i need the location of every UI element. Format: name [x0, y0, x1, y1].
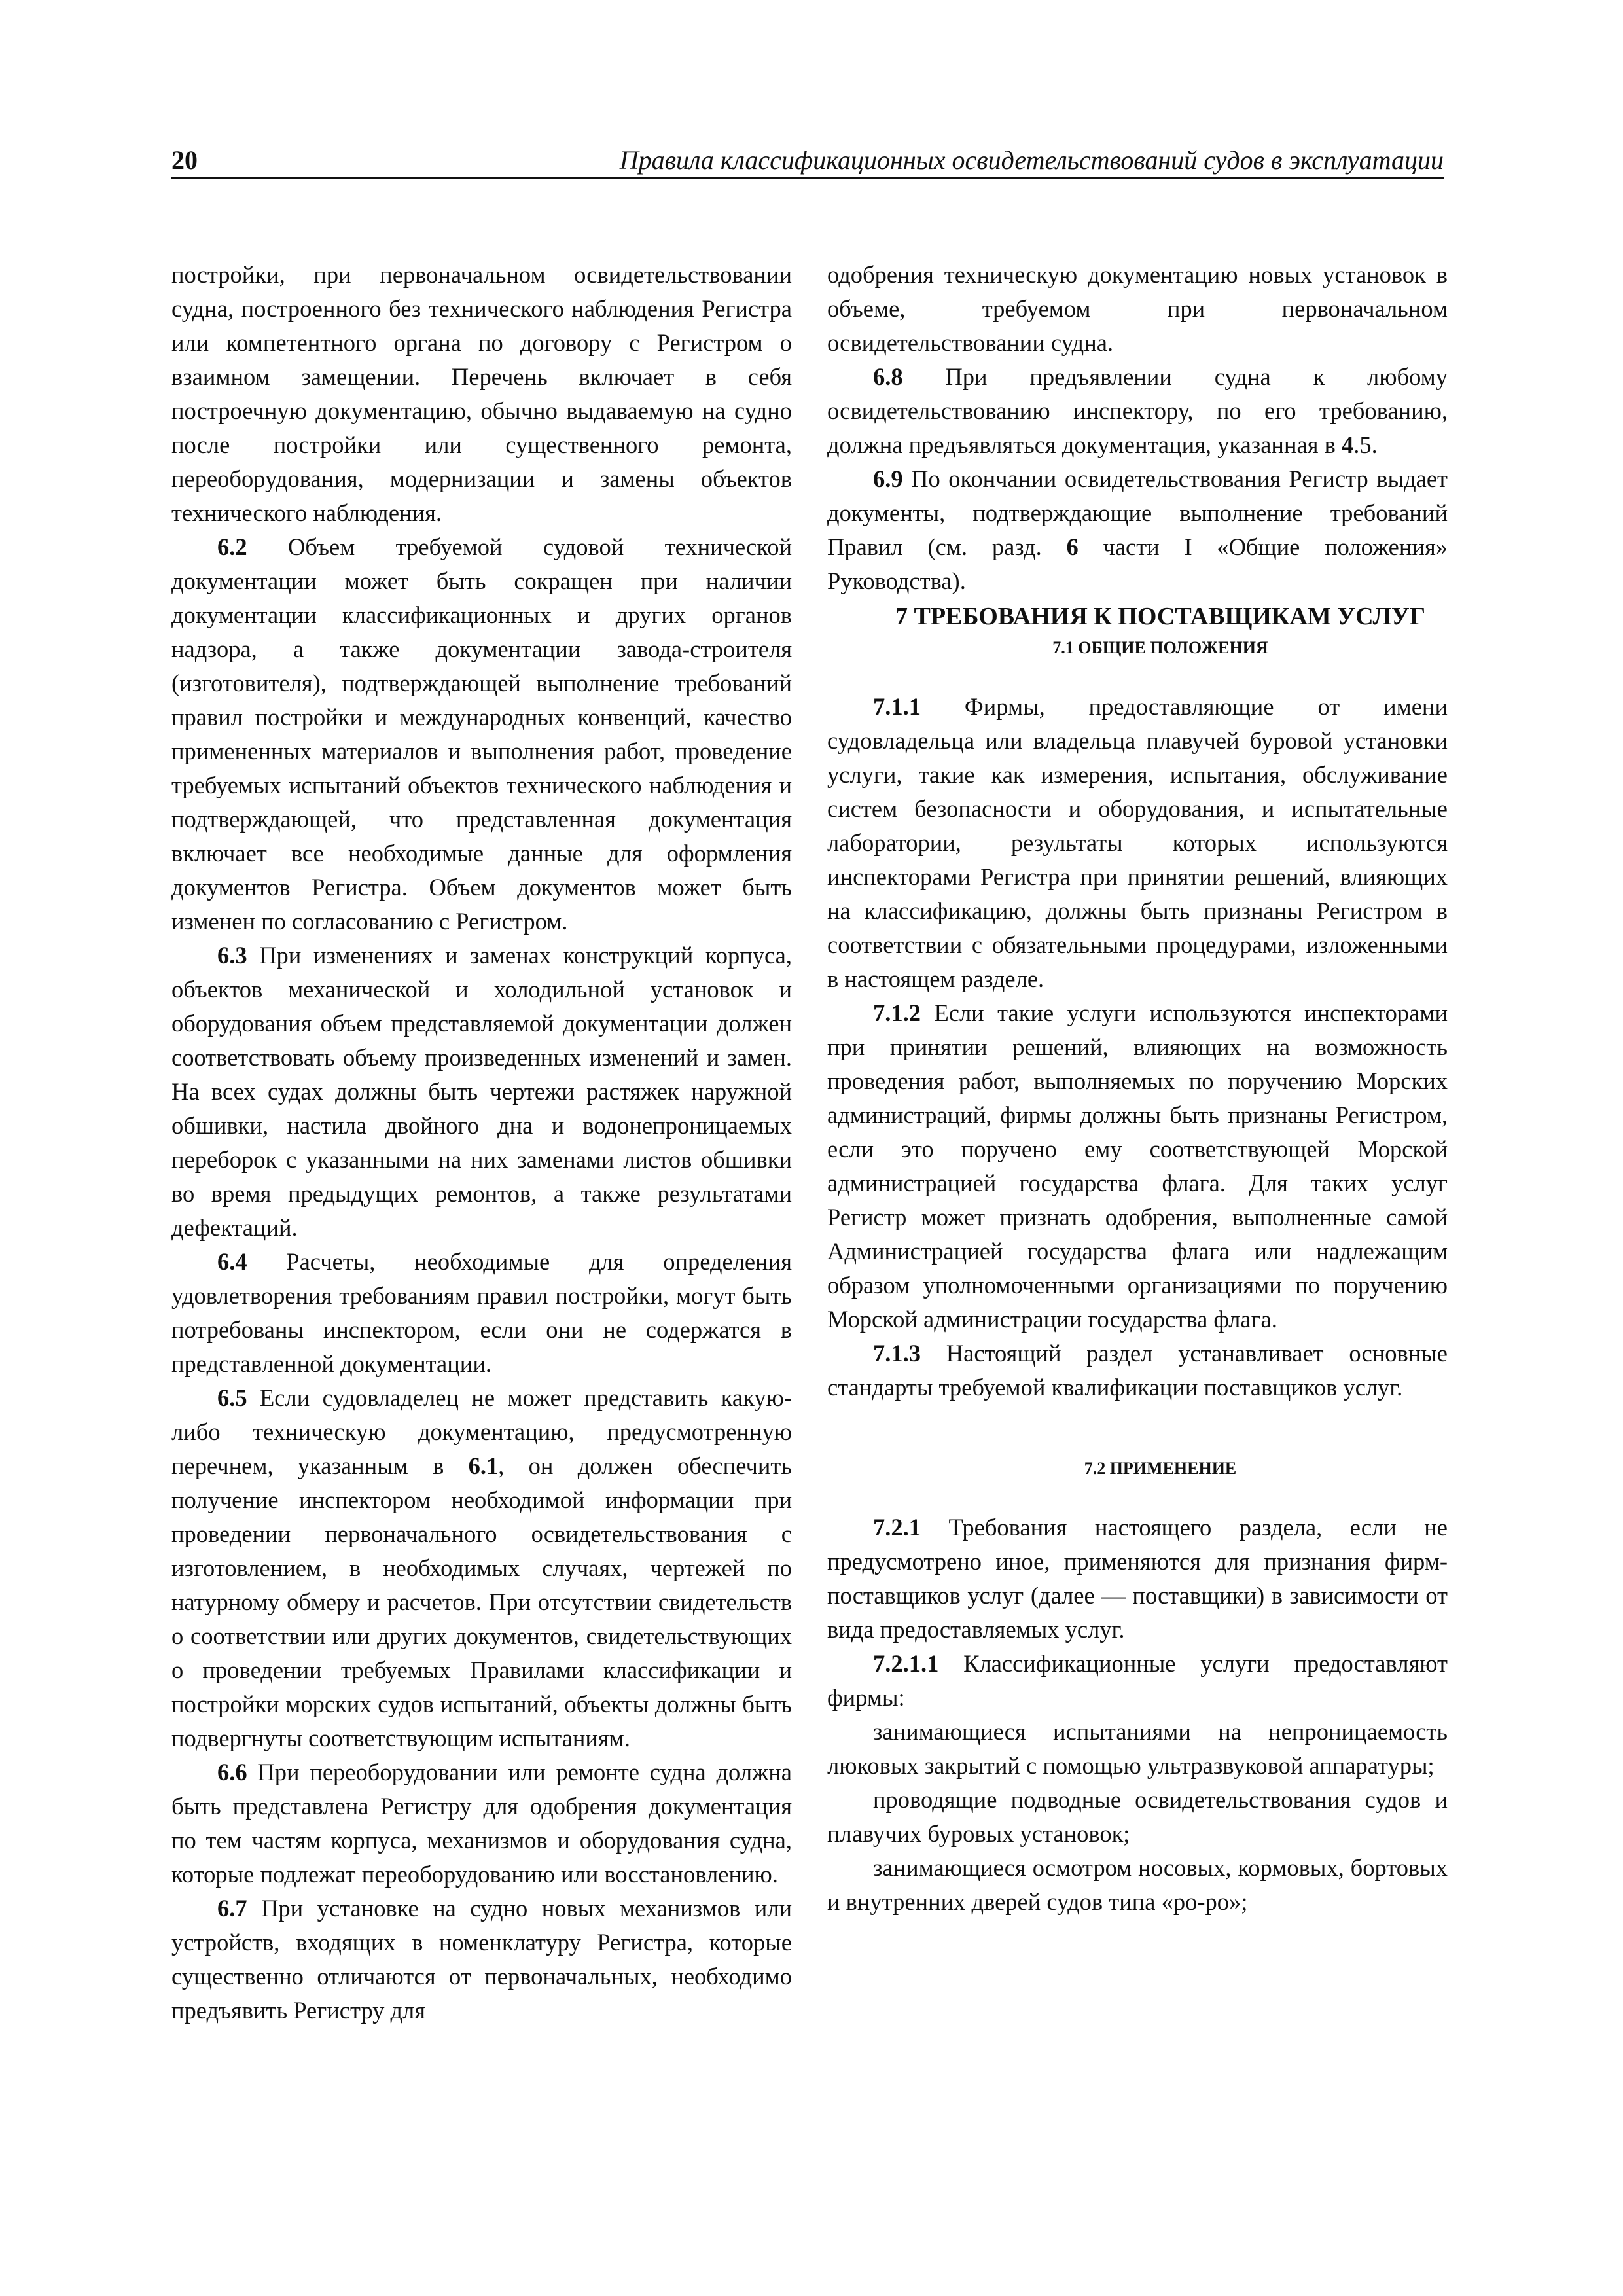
clause-text: При предъявлении судна к любому освидетельствованию инспектору, по его требованию, должна предъявляться документация, указанная в — [827, 363, 1448, 458]
subsection-7-2-heading: 7.2 ПРИМЕНЕНИЕ — [1084, 1459, 1237, 1478]
list-item: занимающиеся осмотром носовых, кормовых, бортовых и внутренних дверей судов типа «ро-ро»; — [827, 1854, 1448, 1915]
clause-text: При изменениях и заменах конструкций корпуса, объектов механической и холодильной установок и оборудования объем представляемой документации должен соответствовать объему произведенных изменений и замен. На всех судах должны быть чертежи растяжек наружной обшивки, настила двойного дна и водонепроницаемых переборок с указанными на них заменами листов обшивки во время предыдущих ремонтов, а также результатами дефектаций. — [171, 942, 792, 1241]
clause-number: 7.2.1.1 — [873, 1650, 939, 1677]
clause-reference: 6.1 — [468, 1452, 499, 1479]
paragraph-6-8 — [827, 360, 1448, 462]
paragraph-7-1-2 — [827, 996, 1448, 1336]
paragraph-continuation: постройки, при первоначальном освидетельствовании судна, построенного без технического наблюдения Регистра или компетентного органа по договору с Регистром о взаимном замещении. Перечень включает в себя построечную документацию, обычно выдаваемую на судно после постройки или существенного ремонта, переоборудования, модернизации и замены объектов технического наблюдения. — [171, 261, 792, 526]
clause-number: 7.1.2 — [873, 999, 921, 1026]
clause-text: При переоборудовании или ремонте судна должна быть представлена Регистру для одобрения документация по тем частям корпуса, механизмов и оборудования судна, которые подлежат переоборудованию или восстановлению. — [171, 1759, 792, 1888]
clause-number: 7.1.1 — [873, 693, 921, 720]
clause-text: Если такие услуги используются инспекторами при принятии решений, влияющих на возможность проведения работ, выполняемых по поручению Морских администраций, фирмы должны быть признаны Регистром, если это поручено ему соответствующей Морской администрацией государства флага. Для таких услуг Регистр может признать одобрения, выполненные самой Администрацией государства флага или надлежащим образом уполномоченными организациями по поручению Морской администрации государства флага. — [827, 999, 1448, 1333]
clause-text: При установке на судно новых механизмов или устройств, входящих в номенклатуру Регистра, которые существенно отличаются от первоначальных, необходимо предъявить Регистру для — [171, 1895, 792, 2024]
paragraph-7-2-1 — [827, 1511, 1448, 1647]
paragraph-7-1-1 — [827, 690, 1448, 996]
clause-text: части I «Общие положения» Руководства). — [827, 533, 1448, 594]
clause-text: Фирмы, предоставляющие от имени судовладельца или владельца плавучей буровой установки услуги, такие как измерения, испытания, обслуживание систем безопасности и оборудования, и испытательные лаборатории, результаты которых используются инспекторами Регистра при принятии решений, влияющих на классификацию, должны быть признаны Регистром в соответствии с обязательными процедурами, изложенными в настоящем разделе. — [827, 693, 1448, 992]
paragraph-continuation: одобрения техническую документацию новых установок в объеме, требуемом при первоначальном освидетельствовании судна. — [827, 261, 1448, 356]
clause-number: 6.4 — [217, 1248, 247, 1275]
clause-text: Объем требуемой судовой технической документации может быть сокращен при наличии документации классификационных и других органов надзора, а также документации завода-строителя (изготовителя), подтверждающей выполнение требований правил постройки и международных конвенций, качество примененных материалов и выполнения работ, проведение требуемых испытаний объектов технического наблюдения и подтверждающей, что представленная документация включает все необходимые данные для оформления документов Регистра. Объем документов может быть изменен по согласованию с Регистром. — [171, 533, 792, 935]
list-item: занимающиеся испытаниями на непроницаемость люковых закрытий с помощью ультразвуковой аппаратуры; — [827, 1718, 1448, 1779]
paragraph-6-4 — [171, 1245, 792, 1381]
clause-text: Расчеты, необходимые для определения удовлетворения требованиям правил постройки, могут быть потребованы инспектором, если они не содержатся в представленной документации. — [171, 1248, 792, 1377]
clause-number: 6.6 — [217, 1759, 247, 1785]
paragraph-6-9 — [827, 462, 1448, 598]
running-title: Правила классификационных освидетельствований судов в эксплуатации — [619, 145, 1444, 175]
right-column — [827, 258, 1448, 1919]
clause-number: 6.3 — [217, 942, 247, 969]
clause-reference: 6 — [1066, 533, 1079, 560]
clause-text: Если судовладелец не может представить какую-либо техническую документацию, предусмотренную перечнем, указанным в — [171, 1384, 792, 1479]
paragraph-6-2 — [171, 530, 792, 939]
clause-text: Классификационные услуги предоставляют фирмы: — [827, 1650, 1448, 1711]
clause-text: Настоящий раздел устанавливает основные стандарты требуемой квалификации поставщиков услуг. — [827, 1340, 1448, 1401]
paragraph-6-3 — [171, 939, 792, 1245]
clause-text: .5. — [1353, 431, 1378, 458]
page-header — [171, 143, 1444, 179]
paragraph-7-2-1-1 — [827, 1647, 1448, 1715]
header-rule — [171, 177, 1444, 179]
clause-number: 6.9 — [873, 465, 903, 492]
clause-number: 7.2.1 — [873, 1514, 921, 1541]
clause-number: 7.1.3 — [873, 1340, 921, 1367]
left-column — [171, 258, 792, 2028]
clause-reference: 4 — [1341, 431, 1354, 458]
page-number: 20 — [171, 145, 198, 175]
clause-number: 6.7 — [217, 1895, 247, 1922]
paragraph-7-1-3 — [827, 1336, 1448, 1405]
section-7-heading: 7 ТРЕБОВАНИЯ К ПОСТАВЩИКАМ УСЛУГ — [895, 603, 1425, 630]
list-item: проводящие подводные освидетельствования судов и плавучих буровых установок; — [827, 1786, 1448, 1847]
clause-text: , он должен обеспечить получение инспектором необходимой информации при проведении первоначального освидетельствования с изготовлением, в необходимых случаях, чертежей по натурному обмеру и расчетов. При отсутствии свидетельств о соответствии или других документов, свидетельствующих о проведении требуемых Правилами классификации и постройки морских судов испытаний, объекты должны быть подвергнуты соответствующим испытаниям. — [171, 1452, 792, 1751]
subsection-7-1-heading: 7.1 ОБЩИЕ ПОЛОЖЕНИЯ — [1052, 638, 1268, 657]
clause-number: 6.5 — [217, 1384, 247, 1411]
clause-text: Требования настоящего раздела, если не предусмотрено иное, применяются для признания фирм-поставщиков услуг (далее — поставщики) в зависимости от вида предоставляемых услуг. — [827, 1514, 1448, 1643]
clause-number: 6.2 — [217, 533, 247, 560]
paragraph-6-5 — [171, 1381, 792, 1755]
paragraph-6-6 — [171, 1755, 792, 1892]
clause-number: 6.8 — [873, 363, 903, 390]
paragraph-6-7 — [171, 1892, 792, 2028]
clause-text: По окончании освидетельствования Регистр выдает документы, подтверждающие выполнение требований Правил (см. разд. — [827, 465, 1448, 560]
